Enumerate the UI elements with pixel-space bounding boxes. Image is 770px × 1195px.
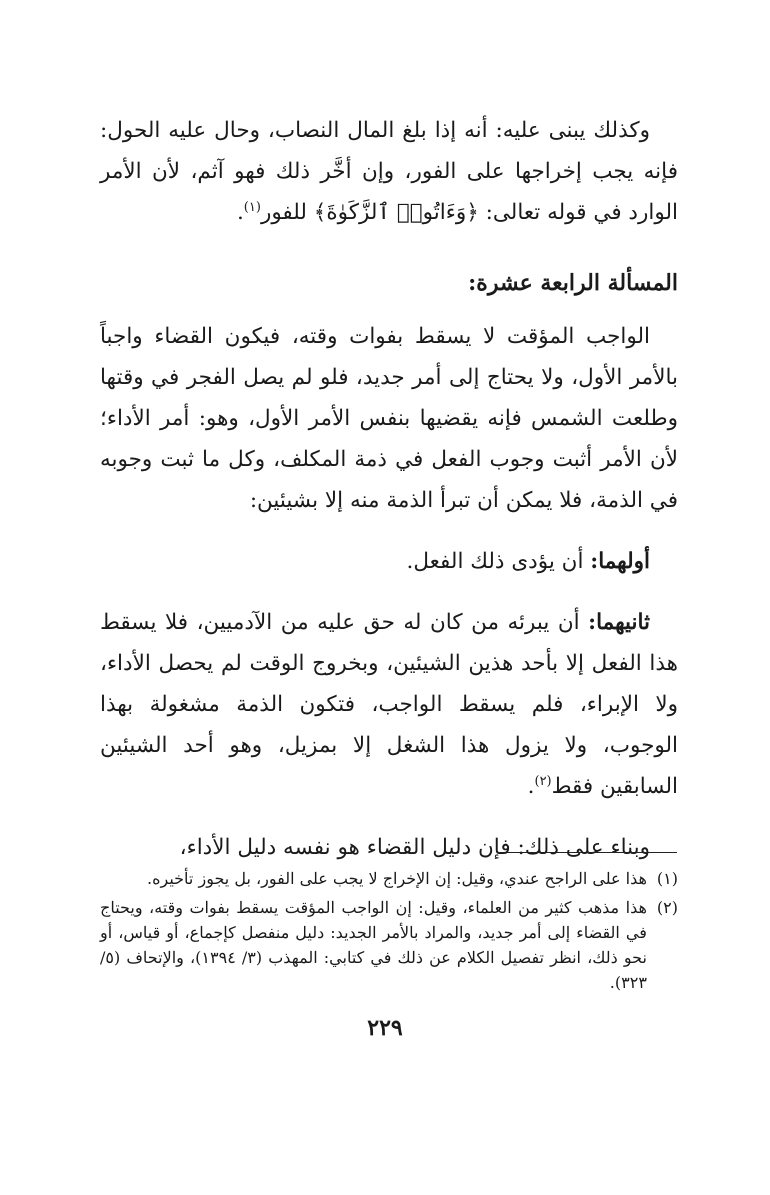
footnote-text: هذا على الراجح عندي، وقيل: إن الإخراج لا يجب على الفور، بل يجوز تأخيره. <box>147 869 647 888</box>
first-label: أولهما: <box>590 549 650 574</box>
footnote-ref-2[interactable]: (٢) <box>534 773 552 789</box>
footnote-divider <box>499 852 677 853</box>
footnote-number: (٢) <box>656 898 678 917</box>
main-text <box>100 110 678 888</box>
page-number: ٢٢٩ <box>367 1015 403 1041</box>
second-text: أن يبرئه من كان له حق عليه من الآدميين، فلا يسقط هذا الفعل إلا بأحد هذين الشيئين، وبخروج الوقت لم يحصل الأداء، ولا الإبراء، فلم يسقط الواجب، فتكون الذمة مشغولة بهذا الوجوب، ولا يزول هذا الشغل إلا بمزيل، وهو أحد الشيئين السابقين فقط <box>100 610 678 799</box>
paragraph-zakat-text: وكذلك يبنى عليه: أنه إذا بلغ المال النصاب، وحال عليه الحول: فإنه يجب إخراجها على الفور، وإن أخَّر ذلك فهو آثم، لأن الأمر الوارد في قوله تعالى: ﴿وَءَاتُوا۟ ٱلزَّكَوٰةَ﴾ للفور <box>100 118 678 225</box>
paragraph-second <box>100 602 678 807</box>
paragraph-zakat <box>100 110 678 233</box>
first-text: أن يؤدى ذلك الفعل. <box>406 549 591 574</box>
second-end: . <box>527 774 535 799</box>
footnote-ref-1[interactable]: (١) <box>243 199 261 215</box>
footnote-text: هذا مذهب كثير من العلماء، وقيل: إن الواجب المؤقت يسقط بفوات وقته، ويحتاج في القضاء إلى أمر جديد، والمراد بالأمر الجديد: دليل منفصل كإجماع، أو قياس، أو نحو ذلك، انظر تفصيل الكلام عن ذلك في كتابي: المهذب (٣/ ١٣٩٤)، والإتحاف (٥/ ٣٢٣). <box>100 898 647 992</box>
section-heading: المسألة الرابعة عشرة: <box>468 270 678 296</box>
second-label: ثانيهما: <box>588 610 650 635</box>
paragraph-timed-duty: الواجب المؤقت لا يسقط بفوات وقته، فيكون القضاء واجباً بالأمر الأول، ولا يحتاج إلى أمر جديد، فلو لم يصل الفجر في وقتها وطلعت الشمس فإنه يقضيها بنفس الأمر الأول، وهو: أمر الأداء؛ لأن الأمر أثبت وجوب الفعل في ذمة المكلف، وكل ما ثبت وجوبه في الذمة، فلا يمكن أن تبرأ الذمة منه إلا بشيئين: <box>100 324 678 513</box>
paragraph-conclusion: وبناء على ذلك: فإن دليل القضاء هو نفسه دليل الأداء، <box>179 835 650 860</box>
footnote-2 <box>100 895 678 995</box>
footnote-1 <box>100 866 678 891</box>
paragraph-zakat-end: . <box>236 200 244 225</box>
paragraph-first <box>100 541 678 582</box>
footnote-number: (١) <box>656 869 678 888</box>
footnotes <box>100 866 678 999</box>
